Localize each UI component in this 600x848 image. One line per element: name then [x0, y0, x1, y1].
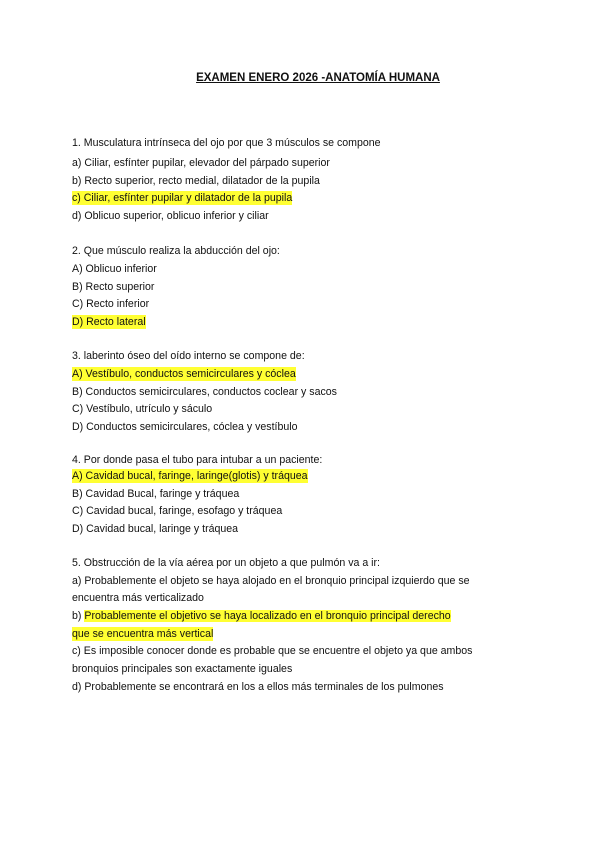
question-2-option-d-highlighted: D) Recto lateral [72, 316, 146, 328]
question-3-option-d: D) Conductos semicirculares, cóclea y vestíbulo [72, 421, 298, 433]
question-4-option-b: B) Cavidad Bucal, faringe y tráquea [72, 488, 240, 500]
question-5-option-a-line1: a) Probablemente el objeto se haya alojado en el bronquio principal izquierdo que se [72, 575, 470, 587]
question-5-option-b-letter: b) [72, 610, 85, 622]
question-4-prompt: 4. Por donde pasa el tubo para intubar a un paciente: [72, 454, 323, 466]
question-4-option-c: C) Cavidad bucal, faringe, esofago y tráquea [72, 505, 283, 517]
question-4-option-a-highlighted: A) Cavidad bucal, faringe, laringe(glotis) y tráquea [72, 470, 308, 482]
question-1-option-b: b) Recto superior, recto medial, dilatador de la pupila [72, 175, 320, 187]
exam-title: EXAMEN ENERO 2026 -ANATOMÍA HUMANA [196, 72, 440, 84]
question-5-option-c-line2: bronquios principales son exactamente iguales [72, 663, 293, 675]
question-5-option-b-line2-highlighted: que se encuentra más vertical [72, 628, 214, 640]
question-5-option-d: d) Probablemente se encontrará en los a ellos más terminales de los pulmones [72, 681, 444, 693]
question-1-prompt: 1. Musculatura intrínseca del ojo por que 3 músculos se compone [72, 137, 381, 149]
question-5-option-b-highlighted: Probablemente el objetivo se haya localizado en el bronquio principal derecho [84, 610, 451, 622]
question-5-option-c-line1: c) Es imposible conocer donde es probable que se encuentre el objeto ya que ambos [72, 645, 473, 657]
question-2-option-a: A) Oblicuo inferior [72, 263, 157, 275]
question-1-option-c-highlighted: c) Ciliar, esfínter pupilar y dilatador de la pupila [72, 192, 293, 204]
question-2-option-b: B) Recto superior [72, 281, 155, 293]
question-1-option-d: d) Oblicuo superior, oblicuo inferior y ciliar [72, 210, 269, 222]
question-5-prompt: 5. Obstrucción de la vía aérea por un objeto a que pulmón va a ir: [72, 557, 380, 569]
question-1-option-a: a) Ciliar, esfínter pupilar, elevador del párpado superior [72, 157, 330, 169]
question-2-option-c: C) Recto inferior [72, 298, 150, 310]
question-3-option-b: B) Conductos semicirculares, conductos coclear y sacos [72, 386, 337, 398]
question-3-option-a-highlighted: A) Vestíbulo, conductos semicirculares y cóclea [72, 368, 296, 380]
question-4-option-d: D) Cavidad bucal, laringe y tráquea [72, 523, 239, 535]
question-5-option-b-line1 [72, 609, 451, 623]
question-5-option-a-line2: encuentra más verticalizado [72, 592, 204, 604]
question-3-prompt: 3. laberinto óseo del oído interno se compone de: [72, 350, 305, 362]
question-3-option-c: C) Vestíbulo, utrículo y sáculo [72, 403, 213, 415]
question-2-prompt: 2. Que músculo realiza la abducción del ojo: [72, 245, 280, 257]
